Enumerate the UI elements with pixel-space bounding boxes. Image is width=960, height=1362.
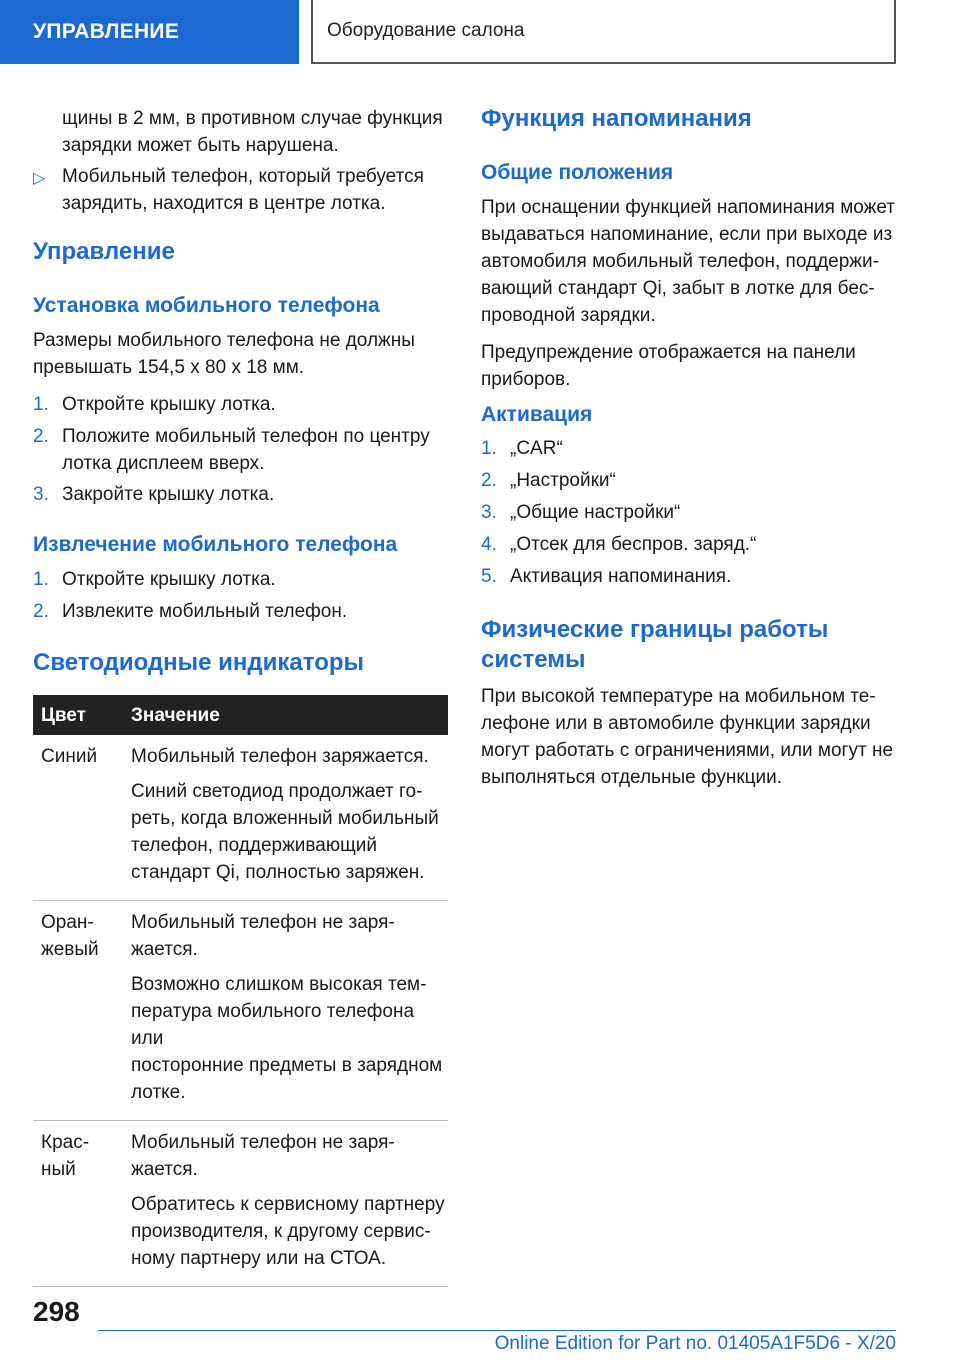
bullet-line-2: зарядить, находится в центре лотка. bbox=[62, 193, 386, 214]
cell-line: стандарт Qi, полностью заряжен. bbox=[131, 862, 425, 883]
meaning-cell bbox=[123, 901, 448, 1121]
cell-line: ный bbox=[41, 1159, 76, 1180]
step-text: Положите мобильный телефон по центру bbox=[62, 426, 430, 447]
step-number: 2. bbox=[33, 426, 49, 447]
install-text-line-1: Размеры мобильного телефона не должны bbox=[33, 330, 415, 351]
cell-text bbox=[131, 1129, 448, 1183]
heading-activation: Активация bbox=[481, 403, 593, 426]
color-cell bbox=[33, 901, 123, 1121]
general-line: выдаваться напоминание, если при выходе из bbox=[481, 224, 893, 245]
cell-line: Оран- bbox=[41, 912, 94, 933]
heading-install: Установка мобильного телефона bbox=[33, 294, 380, 317]
cell-line: телефон, поддерживающий bbox=[131, 835, 377, 856]
step-text: „Общие настройки“ bbox=[510, 502, 681, 523]
list-item bbox=[481, 563, 899, 590]
step-text: лотка дисплеем вверх. bbox=[62, 453, 265, 474]
cell-line: лотке. bbox=[131, 1082, 186, 1103]
heading-limits-2: системы bbox=[481, 646, 586, 673]
cell-text bbox=[41, 909, 123, 963]
column-header-meaning: Значение bbox=[123, 695, 448, 735]
step-number: 3. bbox=[481, 502, 497, 523]
cell-line: Синий светодиод продолжает го- bbox=[131, 781, 423, 802]
general-line: При оснащении функцией напоминания может bbox=[481, 197, 895, 218]
color-cell bbox=[33, 735, 123, 901]
list-item bbox=[481, 435, 899, 462]
bullet-line-1: Мобильный телефон, который требуется bbox=[62, 166, 424, 187]
cell-text bbox=[131, 909, 448, 963]
cell-text bbox=[131, 1191, 448, 1272]
cell-line: реть, когда вложенный мобильный bbox=[131, 808, 439, 829]
footer-divider bbox=[98, 1330, 896, 1331]
cell-line: Возможно слишком высокая тем- bbox=[131, 974, 427, 995]
page-number: 298 bbox=[33, 1296, 80, 1327]
cell-line: жевый bbox=[41, 939, 99, 960]
list-item bbox=[33, 481, 448, 508]
list-item bbox=[33, 598, 448, 625]
general-line: вающий стандарт Qi, забыт в лотке для бес- bbox=[481, 278, 875, 299]
footer-edition: Online Edition for Part no. 01405A1F5D6 - X/20 bbox=[494, 1333, 896, 1354]
step-text: „CAR“ bbox=[510, 438, 563, 459]
warning-line: Предупреждение отображается на панели bbox=[481, 342, 856, 363]
heading-reminder: Функция напоминания bbox=[481, 105, 752, 132]
section-tab: УПРАВЛЕНИЕ bbox=[0, 0, 299, 64]
intro-line-2: зарядки может быть нарушена. bbox=[62, 135, 339, 156]
general-line: проводной зарядки. bbox=[481, 305, 656, 326]
step-number: 2. bbox=[33, 601, 49, 622]
list-item bbox=[481, 531, 899, 558]
limits-line: При высокой температуре на мобильном те- bbox=[481, 686, 876, 707]
step-text: Закройте крышку лотка. bbox=[62, 484, 275, 505]
list-item bbox=[33, 423, 448, 477]
cell-line: жается. bbox=[131, 939, 198, 960]
limits-line: выполняться отдельные функции. bbox=[481, 767, 783, 788]
cell-text: Мобильный телефон заряжается. bbox=[131, 746, 429, 767]
cell-line: ному партнеру или на СТОА. bbox=[131, 1248, 387, 1269]
step-number: 4. bbox=[481, 534, 497, 555]
step-number: 2. bbox=[481, 470, 497, 491]
cell-line: жается. bbox=[131, 1159, 198, 1180]
heading-limits-1: Физические границы работы bbox=[481, 616, 829, 643]
cell-line: производителя, к другому сервис- bbox=[131, 1221, 431, 1242]
table-row bbox=[33, 1121, 448, 1287]
table-row bbox=[33, 901, 448, 1121]
step-number: 5. bbox=[481, 566, 497, 587]
warning-line: приборов. bbox=[481, 369, 571, 390]
cell-text bbox=[131, 971, 448, 1106]
cell-line: Мобильный телефон не заря- bbox=[131, 1132, 395, 1153]
step-number: 1. bbox=[33, 569, 49, 590]
led-table bbox=[33, 695, 448, 1287]
step-text: Активация напоминания. bbox=[510, 566, 732, 587]
cell-line: посторонние предметы в зарядном bbox=[131, 1055, 443, 1076]
list-item bbox=[33, 566, 448, 593]
cell-line: Обратитесь к сервисному партнеру bbox=[131, 1194, 445, 1215]
intro-line-1: щины в 2 мм, в противном случае функция bbox=[62, 108, 443, 129]
step-number: 3. bbox=[33, 484, 49, 505]
limits-line: могут работать с ограничениями, или могут не bbox=[481, 740, 894, 761]
list-item bbox=[481, 499, 899, 526]
chapter-tab: Оборудование салона bbox=[311, 0, 896, 64]
color-cell bbox=[33, 1121, 123, 1287]
step-number: 1. bbox=[481, 438, 497, 459]
step-text: Откройте крышку лотка. bbox=[62, 394, 276, 415]
step-number: 1. bbox=[33, 394, 49, 415]
cell-line: Крас- bbox=[41, 1132, 90, 1153]
column-header-color: Цвет bbox=[33, 695, 123, 735]
install-text-line-2: превышать 154,5 x 80 x 18 мм. bbox=[33, 357, 305, 378]
table-header-row bbox=[33, 695, 448, 735]
heading-control: Управление bbox=[33, 238, 175, 265]
step-text: Откройте крышку лотка. bbox=[62, 569, 276, 590]
step-text: Извлеките мобильный телефон. bbox=[62, 601, 348, 622]
triangle-bullet-icon: ▷ bbox=[33, 170, 46, 187]
step-text: „Настройки“ bbox=[510, 470, 616, 491]
general-line: автомобиля мобильный телефон, поддержи- bbox=[481, 251, 879, 272]
table-row bbox=[33, 735, 448, 901]
step-text: „Отсек для беспров. заряд.“ bbox=[510, 534, 757, 555]
meaning-cell bbox=[123, 735, 448, 901]
heading-remove: Извлечение мобильного телефона bbox=[33, 533, 398, 556]
cell-text: Синий bbox=[41, 746, 98, 767]
heading-general: Общие положения bbox=[481, 161, 674, 184]
list-item bbox=[33, 391, 448, 418]
heading-led: Светодиодные индикаторы bbox=[33, 649, 365, 676]
limits-line: лефоне или в автомобиле функции зарядки bbox=[481, 713, 871, 734]
cell-line: Мобильный телефон не заря- bbox=[131, 912, 395, 933]
meaning-cell bbox=[123, 1121, 448, 1287]
cell-line: пература мобильного телефона или bbox=[131, 1001, 415, 1049]
list-item bbox=[481, 467, 899, 494]
cell-text bbox=[131, 778, 448, 886]
cell-text bbox=[41, 1129, 123, 1183]
